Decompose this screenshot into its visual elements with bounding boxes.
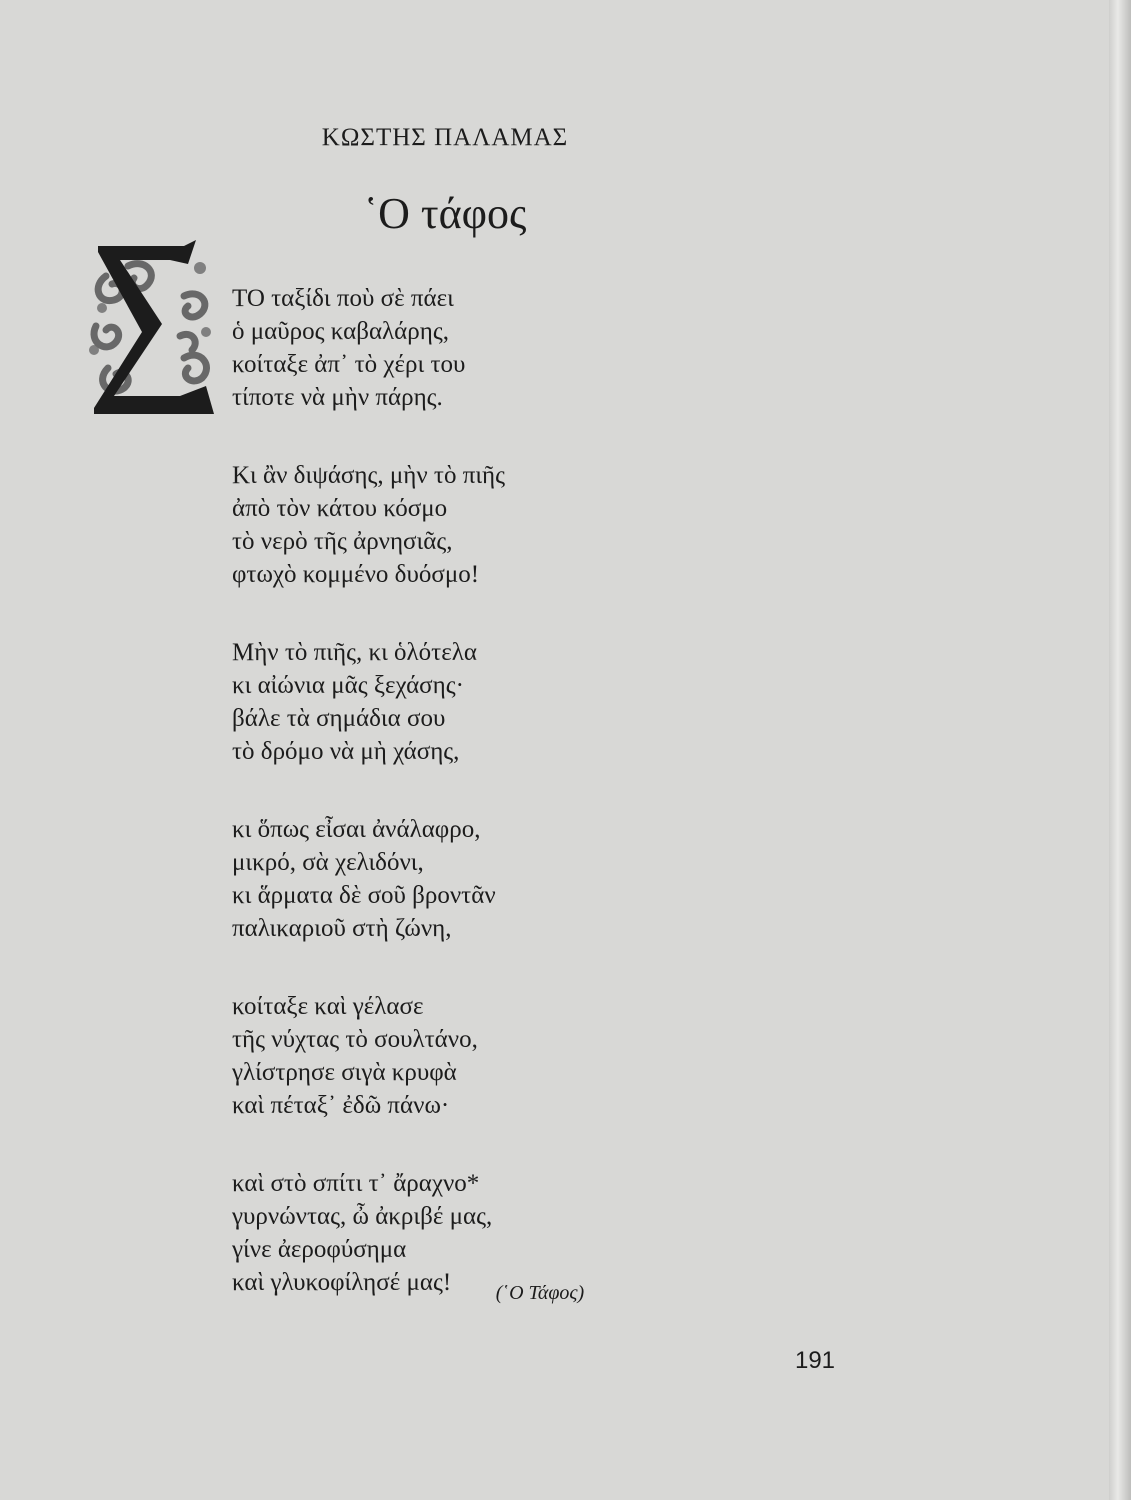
poem-line: Κι ἂν διψάσης, μὴν τὸ πιῆς [232, 462, 506, 489]
poem-line: γλίστρησε σιγὰ κρυφὰ [232, 1059, 457, 1086]
poem-line: κι αἰώνια μᾶς ξεχάσης· [232, 672, 464, 699]
poem-line: κι ὅπως εἶσαι ἀνάλαφρο, [232, 816, 481, 843]
poem-line: παλικαριοῦ στὴ ζώνη, [232, 915, 452, 942]
poem-line: τὸ δρόμο νὰ μὴ χάσης, [232, 738, 460, 765]
poem-line: καὶ στὸ σπίτι τ᾽ ἄραχνο* [232, 1170, 480, 1197]
poem-line: τῆς νύχτας τὸ σουλτάνο, [232, 1026, 478, 1053]
poem-line: βάλε τὰ σημάδια σου [232, 705, 446, 732]
poem-line: κοίταξε ἀπ᾽ τὸ χέρι του [232, 351, 466, 378]
poem-line: καὶ γλυκοφίλησέ μας! [232, 1269, 452, 1296]
poem-line: κοίταξε καὶ γέλασε [232, 993, 424, 1020]
stanza-5 [232, 990, 652, 1122]
author-name: ΚΩΣΤΗΣ ΠΑΛΑΜΑΣ [321, 124, 569, 151]
poem-body [232, 282, 652, 1344]
poem-line: τὸ νερὸ τῆς ἀρνησιᾶς, [232, 528, 453, 555]
stanza-1 [232, 282, 652, 414]
poem-title: ῾Ο τάφος [363, 189, 527, 238]
poem-line: ΤΟ ταξίδι ποὺ σὲ πάει [232, 285, 454, 312]
stanza-2 [232, 459, 652, 591]
source-citation: (῾Ο Τάφος) [495, 1282, 585, 1304]
poem-line: φτωχὸ κομμένο δυόσμο! [232, 561, 480, 588]
poem-line: ὁ μαῦρος καβαλάρης, [232, 318, 449, 345]
poem-line: κι ἅρματα δὲ σοῦ βροντᾶν [232, 882, 496, 909]
poem-line: γυρνώντας, ὦ ἀκριβέ μας, [232, 1203, 493, 1230]
stanza-6 [232, 1167, 652, 1299]
stanza-3 [232, 636, 652, 768]
page-number: 191 [794, 1347, 836, 1374]
poem-line: ἀπὸ τὸν κάτου κόσμο [232, 495, 448, 522]
poem-line: τίποτε νὰ μὴν πάρης. [232, 384, 443, 411]
decorated-initial-sigma [88, 238, 218, 416]
stanza-4 [232, 813, 652, 945]
poem-line: καὶ πέταξ᾽ ἐδῶ πάνω· [232, 1092, 450, 1119]
poem-line: γίνε ἀεροφύσημα [232, 1236, 407, 1263]
poem-line: Μὴν τὸ πιῆς, κι ὁλότελα [232, 639, 477, 666]
poem-line: μικρό, σὰ χελιδόνι, [232, 849, 424, 876]
page-edge [1109, 0, 1131, 1500]
